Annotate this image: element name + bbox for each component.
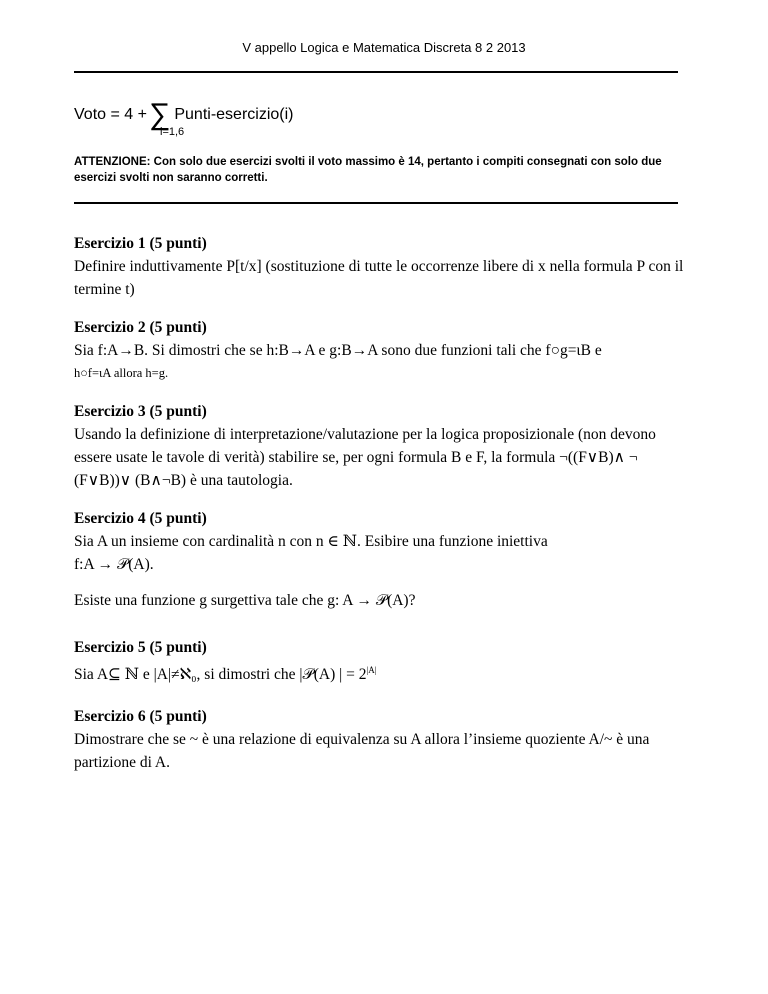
- exponent-cardinality: |A|: [366, 665, 377, 675]
- exercise-text: Definire induttivamente P[t/x] (sostituzione di tutte le occorrenze libere di x nella formula P con il termine t): [74, 258, 684, 298]
- exercise-title: Esercizio 6 (5 punti): [74, 708, 207, 725]
- exercise-title: Esercizio 1 (5 punti): [74, 235, 207, 252]
- exercise-title: Esercizio 4 (5 punti): [74, 510, 207, 527]
- exercise-text-line-2: f:A → 𝒫(A).: [74, 556, 154, 573]
- exercise-text-line-2: h○f=ιA allora h=g.: [74, 366, 169, 380]
- exercise-4: [74, 507, 694, 576]
- exercise-6: [74, 705, 694, 774]
- sigma-symbol: ∑: [148, 98, 171, 131]
- exercise-title: Esercizio 5 (5 punti): [74, 639, 207, 656]
- exercise-5-statement: Sia A⊆ ℕ e |A|≠ℵ₀, si dimostri che |𝒫(A) | = 2: [74, 666, 367, 683]
- separator-bottom: [74, 202, 678, 204]
- exercise-title: Esercizio 2 (5 punti): [74, 319, 207, 336]
- formula-lhs: Voto = 4 +: [74, 106, 147, 123]
- exercise-1: [74, 232, 694, 301]
- exercise-2: [74, 316, 694, 385]
- exercise-text: [74, 659, 694, 686]
- exercise-text-line-1: Sia f:A→B. Si dimostri che se h:B→A e g:B→A sono due funzioni tali che f○g=ιB e: [74, 342, 602, 359]
- exercise-text: Dimostrare che se ~ è una relazione di equivalenza su A allora l’insieme quoziente A/~ è una partizione di A.: [74, 731, 650, 771]
- exercise-4-question: Esiste una funzione g surgettiva tale che g: A → 𝒫(A)?: [74, 592, 416, 609]
- exercise-text: Usando la definizione di interpretazione/valutazione per la logica proposizionale (non devono essere usate le tavole di verità) stabilire se, per ogni formula B e F, la formula ¬((F∨B)∧ ¬ (F∨B))∨ (B∧¬B) è una tautologia.: [74, 426, 656, 489]
- exercise-5: [74, 636, 694, 686]
- exercise-text-line-1: Sia A un insieme con cardinalità n con n ∈ ℕ. Esibire una funzione iniettiva: [74, 533, 548, 550]
- page-header: V appello Logica e Matematica Discreta 8 2 2013: [242, 40, 526, 55]
- grade-formula: [74, 95, 294, 131]
- separator-top: [74, 71, 678, 73]
- exercise-3: [74, 400, 694, 492]
- exercise-title: Esercizio 3 (5 punti): [74, 403, 207, 420]
- formula-subscript: i=1,6: [160, 126, 185, 138]
- formula-rhs: Punti-esercizio(i): [174, 106, 294, 123]
- attention-note: ATTENZIONE: Con solo due esercizi svolti il voto massimo è 14, pertanto i compiti consegnati con solo due esercizi svolti non saranno corretti.: [74, 156, 662, 184]
